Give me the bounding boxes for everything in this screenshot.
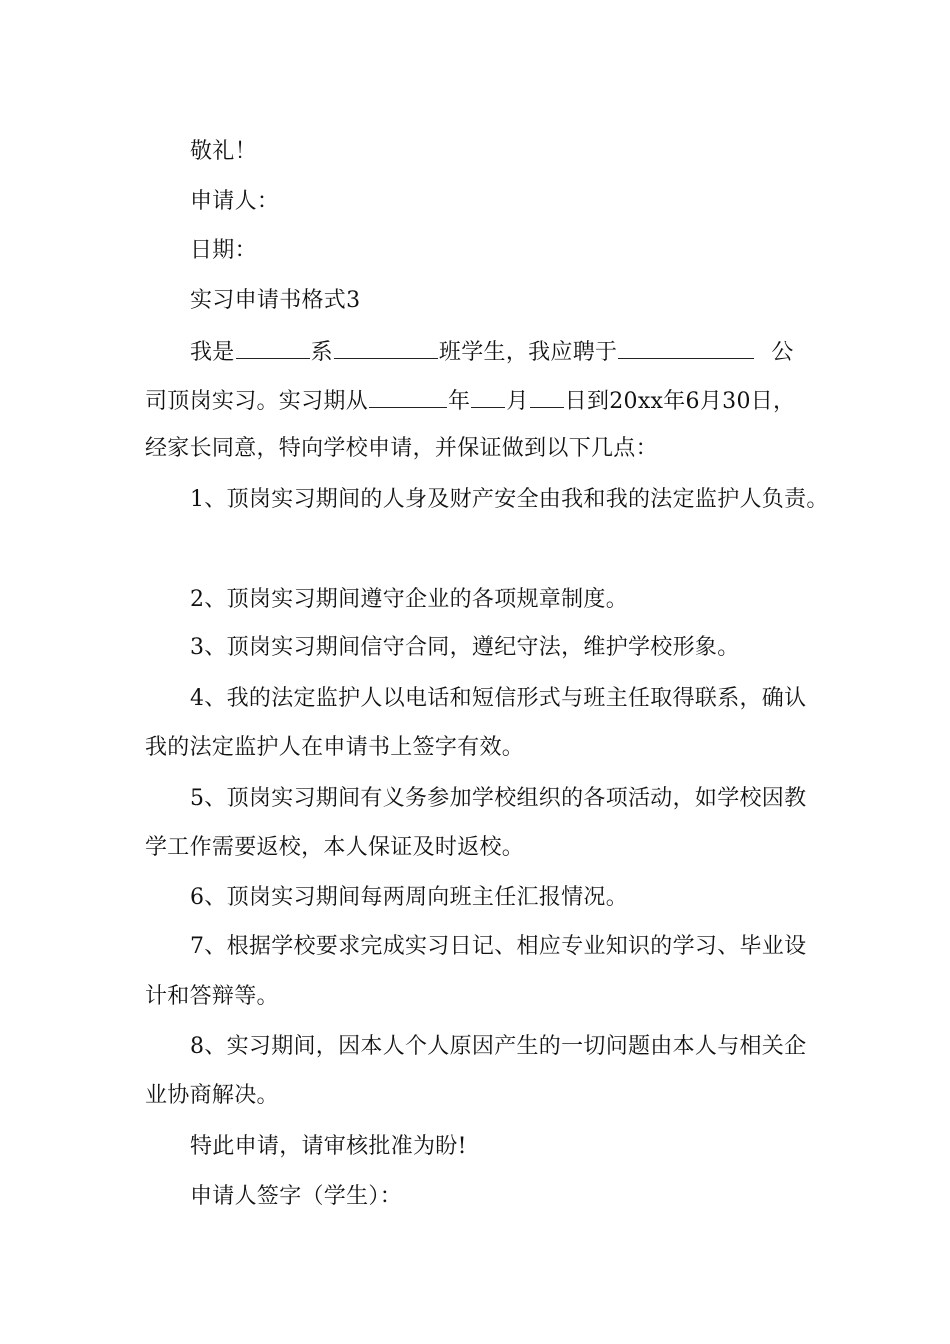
item-5-cont: 学工作需要返校，本人保证及时返校。 — [145, 835, 525, 860]
date-line: 日期： — [190, 238, 257, 263]
intro-text: 司顶岗实习。实习期从 — [145, 389, 369, 414]
item-2: 2、顶岗实习期间遵守企业的各项规章制度。 — [190, 587, 628, 612]
company-blank[interactable] — [618, 336, 754, 359]
request-line: 特此申请，请审核批准为盼! — [190, 1134, 467, 1159]
intro-text: 系 — [310, 340, 333, 365]
intro-text: 月 — [506, 389, 529, 414]
item-1: 1、顶岗实习期间的人身及财产安全由我和我的法定监护人负责。 — [190, 487, 829, 512]
day-blank[interactable] — [530, 385, 564, 408]
item-7: 7、根据学校要求完成实习日记、相应专业知识的学习、毕业设 — [190, 934, 807, 959]
intro-line-1 — [190, 336, 794, 368]
intro-text: 班学生，我应聘于 — [438, 340, 618, 365]
intro-line-2 — [145, 385, 795, 417]
month-blank[interactable] — [471, 385, 505, 408]
intro-text: 我是 — [190, 340, 235, 365]
intro-text: 年 — [448, 389, 471, 414]
item-5: 5、顶岗实习期间有义务参加学校组织的各项活动，如学校因教 — [190, 786, 807, 811]
item-4-cont: 我的法定监护人在申请书上签字有效。 — [145, 735, 525, 760]
item-6: 6、顶岗实习期间每两周向班主任汇报情况。 — [190, 885, 628, 910]
intro-line-3: 经家长同意，特向学校申请，并保证做到以下几点： — [145, 436, 658, 461]
intro-text: 公 — [771, 340, 794, 365]
department-blank[interactable] — [236, 336, 310, 359]
year-blank[interactable] — [369, 385, 447, 408]
class-blank[interactable] — [334, 336, 438, 359]
signature-line: 申请人签字（学生）： — [190, 1184, 403, 1209]
item-8: 8、实习期间，因本人个人原因产生的一切问题由本人与相关企 — [190, 1034, 807, 1059]
section-title: 实习申请书格式3 — [190, 288, 361, 313]
applicant-line: 申请人： — [190, 189, 280, 214]
item-4: 4、我的法定监护人以电话和短信形式与班主任取得联系，确认 — [190, 686, 807, 711]
item-3: 3、顶岗实习期间信守合同，遵纪守法，维护学校形象。 — [190, 635, 740, 660]
intro-text: 日到20xx年6月30日， — [564, 389, 796, 414]
item-8-cont: 业协商解决。 — [145, 1083, 279, 1108]
closing-line: 敬礼！ — [190, 139, 257, 164]
item-7-cont: 计和答辩等。 — [145, 984, 279, 1009]
